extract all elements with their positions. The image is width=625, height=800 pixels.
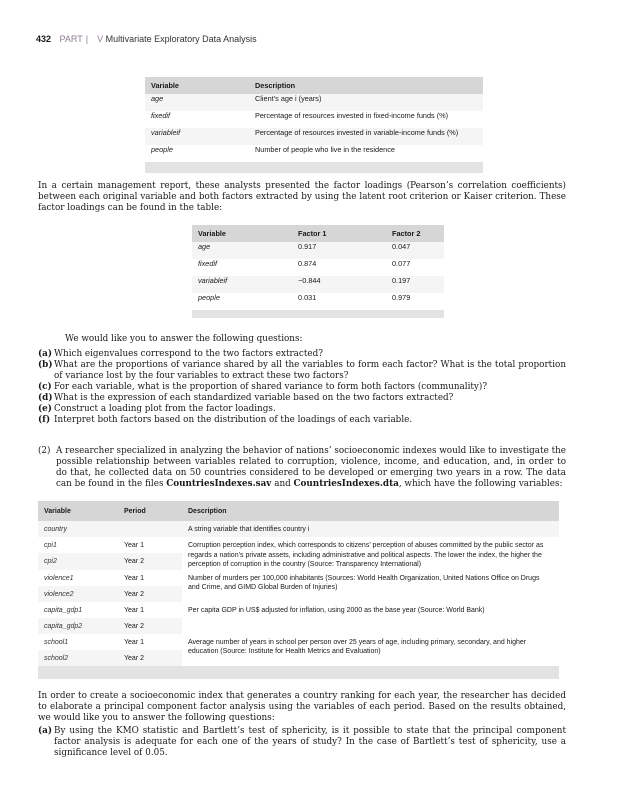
table-row xyxy=(145,111,483,128)
table-row xyxy=(38,634,559,650)
list-item xyxy=(38,404,566,415)
question-label: (f) xyxy=(38,415,51,425)
question-list xyxy=(38,349,566,426)
period: Year 2 xyxy=(124,558,144,566)
variable-name: age xyxy=(151,94,164,103)
period: Year 1 xyxy=(124,574,144,582)
variable-description: Percentage of resources invested in variable-income funds (%) xyxy=(255,128,459,137)
factor-loadings-table xyxy=(192,225,444,318)
list-item xyxy=(38,415,566,426)
column-header: Description xyxy=(255,81,296,90)
paragraph-intro: In a certain management report, these analysts presented the factor loadings (Pearson’s correlation coefficients) between each original variable and both factors extracted by using the latent root criterion or Kaiser criterion. These factor loadings can be found in the table: xyxy=(38,181,566,213)
variable-name: fixedif xyxy=(151,111,171,120)
factor-1-loading: 0.874 xyxy=(298,259,317,268)
paragraph-pca: In order to create a socioeconomic index that generates a country ranking for each year, the researcher has decided to elaborate a principal component factor analysis using the variables of each period. Based on the results obtained, we would like you to answer the following questions: xyxy=(38,691,566,723)
variable-name: school2 xyxy=(44,654,69,662)
variable-name: violence1 xyxy=(44,574,74,582)
column-header: Period xyxy=(124,507,146,515)
variable-description: Per capita GDP in US$ adjusted for inflation, using 2000 as the base year (Source: World Bank) xyxy=(188,606,485,614)
table-row xyxy=(192,242,444,259)
table-row xyxy=(192,276,444,293)
table-row xyxy=(192,259,444,276)
table-footer-band xyxy=(192,310,444,318)
variable-name: variableif xyxy=(198,276,228,285)
variable-name: people xyxy=(198,293,220,302)
column-header: Factor 2 xyxy=(392,229,421,238)
question-text: What are the proportions of variance shared by all the variables to form each factor? What is the total proportion of variance lost by the four variables to extract these two factors? xyxy=(54,360,566,381)
questions-lead: We would like you to answer the following questions: xyxy=(65,334,303,344)
list-item xyxy=(38,360,566,382)
table-row xyxy=(145,145,483,162)
factor-2-loading: 0.077 xyxy=(392,259,411,268)
list-item xyxy=(38,382,566,393)
variable-name: cpi2 xyxy=(44,558,57,566)
table-row xyxy=(38,537,559,553)
column-header: Factor 1 xyxy=(298,229,327,238)
period: Year 2 xyxy=(124,622,144,630)
question-text: By using the KMO statistic and Bartlett’s test of sphericity, is it possible to state that the principal component factor analysis is adequate for each one of the years of study? In the case of Bartlett’s test of sphericity, use a significance level of 0.05. xyxy=(54,726,566,758)
period: Year 2 xyxy=(124,654,144,662)
table-row xyxy=(38,570,559,586)
variable-description: Percentage of resources invested in fixed-income funds (%) xyxy=(255,111,449,120)
factor-1-loading: 0.917 xyxy=(298,242,317,251)
factor-1-loading: −0.844 xyxy=(298,276,321,285)
list-item xyxy=(38,393,566,404)
table-row xyxy=(38,521,559,537)
column-header: Variable xyxy=(44,507,71,515)
column-header: Variable xyxy=(198,229,226,238)
variable-name: cpi1 xyxy=(44,542,57,549)
factor-2-loading: 0.197 xyxy=(392,276,411,285)
table-header-row xyxy=(38,501,559,521)
factor-2-loading: 0.979 xyxy=(392,293,411,302)
question-label: (a) xyxy=(38,726,53,736)
list-item xyxy=(38,349,566,360)
question-label: (d) xyxy=(38,393,53,403)
variable-name: capita_gdp2 xyxy=(44,622,83,630)
table-row xyxy=(38,602,559,618)
variable-name: fixedif xyxy=(198,259,218,268)
variable-description: A string variable that identifies country i xyxy=(188,526,310,533)
table-row xyxy=(145,94,483,111)
period: Year 1 xyxy=(124,542,144,549)
page-number: 432 xyxy=(36,34,52,44)
exercise-2 xyxy=(38,446,566,490)
question-text: Construct a loading plot from the factor loadings. xyxy=(54,404,276,414)
question-label: (c) xyxy=(38,382,52,392)
factor-1-loading: 0.031 xyxy=(298,293,317,302)
variable-name: violence2 xyxy=(44,590,74,598)
variable-name: age xyxy=(198,242,211,251)
variable-description: Corruption perception index, which corresponds to citizens’ perception of abuses committed by the public sector as regards a nation’s private assets, including administrative and political aspects. The lower the index, the higher the perception of corruption in the country (Source: Transparency International) xyxy=(188,542,544,568)
table-footer-band xyxy=(145,162,483,173)
file-name: CountriesIndexes.sav xyxy=(166,479,272,489)
table-row xyxy=(145,128,483,145)
countries-variables-table xyxy=(38,501,559,679)
variable-name: people xyxy=(151,145,173,154)
question-label: (e) xyxy=(38,404,52,414)
variable-name: country xyxy=(44,526,67,533)
variable-description: Client’s age i (years) xyxy=(255,94,322,103)
period: Year 1 xyxy=(124,638,144,646)
table-header-row xyxy=(145,77,483,94)
exercise-text: A researcher specialized in analyzing the behavior of nations’ socioeconomic indexes would like to investigate the possible relationship between variables related to corruption, violence, income, and education, and, in order to do that, he collected data on 50 countries considered to be developed or emerging two years in a row. The data can be found in the files xyxy=(56,446,566,489)
column-header: Variable xyxy=(151,81,179,90)
variable-description: Number of murders per 100,000 inhabitants (Sources: World Health Organization, United Nations Office on Drugs and Crime, and GIMD Global Burden of Injuries) xyxy=(188,574,540,591)
variable-name: capita_gdp1 xyxy=(44,606,83,614)
exercise-text: and xyxy=(271,479,294,489)
file-name: CountriesIndexes.dta xyxy=(293,479,399,489)
question-text: Which eigenvalues correspond to the two factors extracted? xyxy=(54,349,323,359)
table-row xyxy=(192,293,444,310)
table-footer-band xyxy=(38,666,559,679)
table-header-row xyxy=(192,225,444,242)
question-text: Interpret both factors based on the distribution of the loadings of each variable. xyxy=(54,415,413,425)
part-numeral: V xyxy=(97,34,104,44)
part-label: PART xyxy=(59,34,83,44)
column-header: Description xyxy=(188,507,227,515)
question-text: For each variable, what is the proportion of shared variance to form both factors (communality)? xyxy=(54,382,488,392)
chapter-title: Multivariate Exploratory Data Analysis xyxy=(105,34,257,44)
question-label: (a) xyxy=(38,349,53,359)
exercise-text: , which have the following variables: xyxy=(398,479,563,489)
question-text: What is the expression of each standardized variable based on the two factors extracted? xyxy=(54,393,454,403)
factor-2-loading: 0.047 xyxy=(392,242,411,251)
period xyxy=(118,521,182,537)
variable-description: Average number of years in school per person over 25 years of age, including primary, secondary, and higher education (Source: Institute for Health Metrics and Evaluation) xyxy=(188,638,527,655)
header-separator: | xyxy=(85,34,89,44)
question-label: (b) xyxy=(38,360,53,370)
variable-name: school1 xyxy=(44,638,69,646)
question-list-2 xyxy=(38,726,566,759)
variable-name: variableif xyxy=(151,128,181,137)
period: Year 1 xyxy=(124,606,144,614)
exercise-number: (2) xyxy=(38,446,51,456)
variable-description: Number of people who live in the residence xyxy=(255,145,395,154)
variables-table xyxy=(145,77,483,173)
period: Year 2 xyxy=(124,590,144,598)
list-item xyxy=(38,726,566,759)
running-header xyxy=(36,34,257,44)
